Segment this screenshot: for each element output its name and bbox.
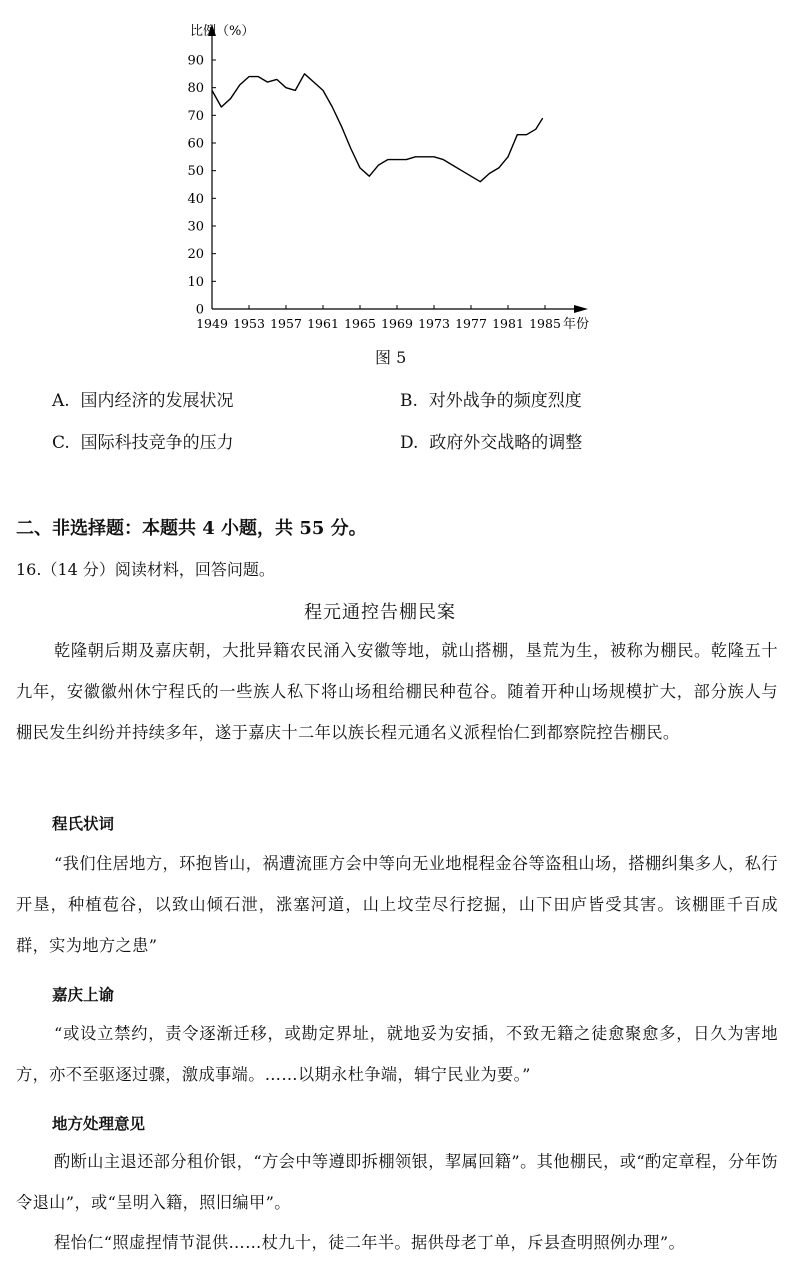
- x-tick-label: 1949: [196, 316, 228, 331]
- chart-axes: [208, 24, 588, 313]
- x-tick-label: 1957: [270, 316, 302, 331]
- line-chart: [0, 0, 789, 375]
- edict-paragraph: “或设立禁约，责令逐渐迁移，或勘定界址，就地妥为安插，不致无籍之徒愈聚愈多，日久为害地方，亦不至驱逐过骤，激成事端。……以期永杜争端，辑宁民业为要。”: [16, 1024, 778, 1084]
- ruling-paragraph: 酌断山主退还部分租价银，“方会中等遵即拆棚领银，挈属回籍”。其他棚民，或“酌定章程，分年饬令退山”，或“呈明入籍，照旧编甲”。: [16, 1152, 778, 1212]
- y-tick-label: 40: [187, 191, 204, 207]
- x-tick-label: 1969: [381, 316, 413, 331]
- option-c[interactable]: [52, 428, 234, 453]
- x-tick-label: 1985: [529, 316, 561, 331]
- subheading-edict: 嘉庆上谕: [52, 985, 115, 1004]
- option-b[interactable]: [400, 386, 582, 411]
- option-text: 国内经济的发展状况: [80, 391, 234, 411]
- option-d[interactable]: [400, 428, 582, 453]
- y-tick-label: 90: [187, 53, 204, 69]
- y-tick-label: 20: [187, 247, 204, 263]
- figure-caption: 图 5: [375, 348, 407, 367]
- x-tick-label: 1965: [344, 316, 376, 331]
- y-tick-label: 10: [187, 274, 204, 290]
- y-tick-label: 30: [187, 219, 204, 235]
- x-axis-label: 年份: [563, 317, 590, 332]
- option-text: 政府外交战略的调整: [429, 433, 583, 453]
- y-tick-label: 0: [195, 302, 204, 318]
- petition-paragraph: “我们住居地方，环抱皆山，祸遭流匪方会中等向无业地棍程金谷等盗租山场，搭棚纠集多人，私行开垦，种植苞谷，以致山倾石泄，涨塞河道，山上坟茔尽行挖掘，山下田庐皆受其害。该棚匪千百成群，实为地方之患”: [16, 854, 778, 955]
- option-text: 对外战争的频度烈度: [428, 391, 582, 411]
- y-axis-label: 比例（%）: [190, 24, 255, 39]
- option-letter: A.: [52, 391, 70, 411]
- x-tick-label: 1981: [492, 316, 524, 331]
- data-line: [212, 74, 543, 182]
- x-tick-label: 1953: [233, 316, 265, 331]
- intro-paragraph: 乾隆朝后期及嘉庆朝，大批异籍农民涌入安徽等地，就山搭棚，垦荒为生，被称为棚民。乾隆五十九年，安徽徽州休宁程氏的一些族人私下将山场租给棚民种苞谷。随着开种山场规模扩大，部分族人与棚民发生纠纷并持续多年，遂于嘉庆十二年以族长程元通名义派程怡仁到都察院控告棚民。: [16, 641, 778, 742]
- chart-series: [212, 74, 543, 182]
- section-heading: 二、非选择题：本题共 4 小题，共 55 分。: [16, 518, 367, 539]
- question-stem: 16.（14 分）阅读材料，回答问题。: [16, 560, 275, 579]
- subheading-petition: 程氏状词: [52, 814, 115, 833]
- x-tick-label: 1973: [418, 316, 450, 331]
- y-tick-label: 80: [187, 81, 204, 97]
- x-tick-label: 1961: [307, 316, 339, 331]
- option-letter: D.: [400, 433, 419, 453]
- subheading-local-ruling: 地方处理意见: [52, 1114, 146, 1133]
- option-a[interactable]: [52, 386, 234, 411]
- option-letter: C.: [52, 433, 70, 453]
- y-tick-label: 60: [187, 136, 204, 152]
- x-tick-label: 1977: [455, 316, 487, 331]
- chart-ticks: [187, 54, 560, 332]
- x-axis-arrow: [574, 305, 588, 313]
- option-letter: B.: [400, 391, 418, 411]
- y-tick-label: 50: [187, 164, 204, 180]
- verdict-paragraph: 程怡仁“照虚捏情节混供……杖九十，徒二年半。据供母老丁单，斥县查明照例办理”。: [54, 1233, 686, 1252]
- y-tick-label: 70: [187, 108, 204, 124]
- option-text: 国际科技竞争的压力: [80, 433, 234, 453]
- material-title: 程元通控告棚民案: [304, 602, 456, 623]
